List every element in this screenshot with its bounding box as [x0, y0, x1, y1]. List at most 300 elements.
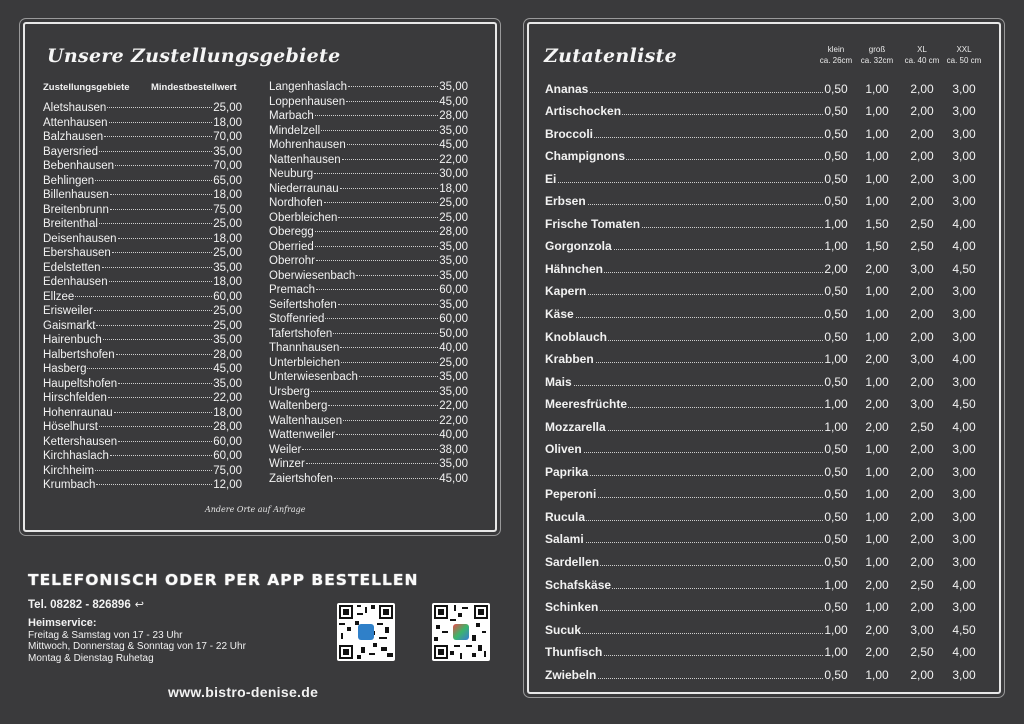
zone-min-order: 28,00 [439, 226, 468, 238]
zone-min-order: 40,00 [439, 342, 468, 354]
ingredient-price: 1,00 [824, 397, 848, 412]
delivery-zone-row [43, 116, 242, 131]
leader-dots [103, 339, 212, 340]
ingredient-price: 2,00 [865, 577, 889, 592]
leader-dots [316, 289, 438, 290]
leader-dots [96, 484, 212, 485]
zone-name: Niederraunau [269, 182, 339, 195]
leader-dots [115, 165, 212, 166]
leader-dots [99, 223, 212, 224]
ingredient-row [545, 234, 985, 257]
leader-dots [342, 159, 439, 160]
ingredient-price: 1,00 [865, 464, 889, 479]
hours-line: Freitag & Samstag von 17 - 23 Uhr [28, 629, 183, 641]
leader-dots [336, 434, 438, 435]
ingredient-name: Artischocken [545, 104, 622, 119]
leader-dots [338, 304, 438, 305]
delivery-zone-row [269, 428, 468, 443]
size-name: XL [917, 45, 927, 54]
ingredient-row [545, 437, 985, 460]
ingredient-price: 3,00 [952, 600, 976, 615]
ingredient-price: 2,50 [910, 239, 934, 254]
zone-min-order: 25,00 [439, 356, 468, 369]
ingredient-price: 2,00 [865, 419, 889, 434]
delivery-zone-row [43, 232, 242, 247]
ingredient-name: Schafskäse [545, 577, 612, 592]
leader-dots [321, 130, 438, 131]
delivery-zone-row [43, 275, 242, 290]
leader-dots [343, 420, 438, 421]
leader-dots [545, 520, 823, 521]
leader-dots [94, 310, 212, 311]
zone-min-order: 45,00 [439, 139, 468, 151]
leader-dots [340, 347, 438, 348]
zone-min-order: 35,00 [439, 269, 468, 282]
column-header-area: Zustellungsgebiete [43, 82, 130, 93]
leader-dots [545, 317, 823, 318]
leader-dots [116, 354, 213, 355]
zone-min-order: 18,00 [213, 116, 242, 129]
zone-min-order: 18,00 [213, 232, 242, 245]
ingredient-name: Sardellen [545, 555, 600, 570]
ingredient-price: 1,00 [824, 352, 848, 367]
ingredient-price: 1,00 [824, 239, 848, 254]
leader-dots [95, 180, 212, 181]
delivery-zone-row [43, 333, 242, 348]
delivery-zone-row [269, 283, 468, 298]
delivery-zone-row [269, 95, 468, 110]
qr-code-android-icon[interactable] [432, 603, 490, 661]
ingredient-price: 1,00 [865, 509, 889, 524]
zone-name: Premach [269, 284, 316, 296]
leader-dots [104, 136, 212, 137]
ingredient-price: 0,50 [824, 600, 848, 615]
ingredient-price: 3,00 [952, 126, 976, 141]
ingredient-price: 4,00 [952, 216, 976, 231]
delivery-zone-row [269, 312, 468, 327]
leader-dots [315, 231, 438, 232]
delivery-zone-row [269, 225, 468, 240]
ingredient-row [545, 166, 985, 189]
ingredient-price: 1,00 [865, 307, 889, 322]
ingredient-price: 0,50 [824, 532, 848, 547]
ingredient-price: 1,00 [865, 329, 889, 344]
delivery-title: Unsere Zustellungsgebiete [47, 45, 341, 67]
ingredient-name: Oliven [545, 442, 582, 457]
delivery-zone-row [269, 399, 468, 414]
ingredient-price: 2,00 [865, 261, 889, 276]
zone-name: Langenhaslach [269, 81, 348, 93]
zone-name: Erisweiler [43, 305, 93, 317]
delivery-zone-list-2 [269, 80, 468, 486]
zone-name: Weiler [269, 443, 302, 456]
delivery-zone-row [269, 124, 468, 139]
delivery-zone-row [43, 130, 242, 145]
zone-name: Krumbach [43, 479, 96, 491]
ingredient-price: 2,00 [910, 374, 934, 389]
size-header [939, 44, 989, 66]
delivery-zone-row [269, 356, 468, 371]
delivery-zone-row [269, 211, 468, 226]
zone-name: Deisenhausen [43, 232, 117, 245]
delivery-zone-row [43, 319, 242, 334]
leader-dots [359, 376, 438, 377]
zone-min-order: 18,00 [439, 182, 468, 195]
ingredient-name: Meeresfrüchte [545, 397, 628, 412]
delivery-zone-row [43, 159, 242, 174]
delivery-zone-row [43, 174, 242, 189]
ingredient-price: 3,00 [952, 667, 976, 682]
delivery-zone-row [269, 167, 468, 182]
leader-dots [334, 478, 438, 479]
ingredient-row [545, 572, 985, 595]
ingredient-price: 1,00 [824, 622, 848, 637]
ingredient-row [545, 99, 985, 122]
zone-min-order: 18,00 [213, 189, 242, 201]
delivery-zone-row [43, 391, 242, 406]
zone-min-order: 35,00 [439, 385, 468, 398]
delivery-zone-row [269, 472, 468, 487]
zone-name: Hairenbuch [43, 334, 102, 346]
delivery-zone-row [269, 414, 468, 429]
zone-min-order: 60,00 [439, 284, 468, 296]
zone-min-order: 25,00 [213, 218, 242, 230]
zone-name: Nattenhausen [269, 153, 341, 166]
ingredient-price: 0,50 [824, 126, 848, 141]
zone-name: Tafertshofen [269, 327, 333, 340]
zone-min-order: 25,00 [213, 102, 242, 114]
zone-min-order: 60,00 [213, 450, 242, 462]
website-link[interactable]: www.bistro-denise.de [168, 684, 319, 700]
ingredient-row [545, 347, 985, 370]
leader-dots [109, 122, 213, 123]
ingredient-name: Krabben [545, 352, 594, 367]
leader-dots [328, 405, 438, 406]
size-name: groß [868, 45, 886, 54]
zone-name: Unterbleichen [269, 356, 340, 369]
ingredient-price: 3,00 [952, 149, 976, 164]
ingredient-price: 3,00 [952, 81, 976, 96]
ingredient-price: 2,00 [865, 645, 889, 660]
ingredient-price: 1,50 [865, 239, 889, 254]
leader-dots [314, 173, 438, 174]
ingredient-price: 3,00 [952, 555, 976, 570]
phone-number[interactable] [28, 598, 144, 611]
leader-dots [545, 633, 823, 634]
ingredient-price: 4,50 [952, 397, 976, 412]
zone-name: Seifertshofen [269, 298, 337, 311]
arrow-icon: ↩ [134, 599, 144, 611]
zone-min-order: 70,00 [213, 131, 242, 143]
leader-dots [302, 449, 438, 450]
leader-dots [110, 194, 212, 195]
delivery-zone-row [269, 443, 468, 458]
app-store-icon [358, 624, 374, 640]
zone-name: Oberrohr [269, 255, 316, 267]
leader-dots [545, 542, 823, 543]
ingredient-row [545, 527, 985, 550]
delivery-zone-row [269, 298, 468, 313]
ingredient-list [545, 76, 985, 685]
ingredient-price: 1,00 [865, 126, 889, 141]
ingredient-price: 0,50 [824, 171, 848, 186]
ingredient-price: 3,00 [952, 284, 976, 299]
delivery-zone-row [43, 145, 242, 160]
zone-name: Billenhausen [43, 189, 109, 201]
ingredient-name: Ei [545, 171, 557, 186]
delivery-zone-row [269, 153, 468, 168]
delivery-zone-row [43, 377, 242, 392]
zone-min-order: 25,00 [439, 211, 468, 224]
ingredient-row [545, 369, 985, 392]
zone-min-order: 35,00 [213, 261, 242, 274]
delivery-zone-row [43, 478, 242, 493]
ingredient-price: 4,00 [952, 645, 976, 660]
delivery-zone-row [43, 290, 242, 305]
size-diameter: ca. 40 cm [904, 56, 940, 65]
zone-name: Haupeltshofen [43, 377, 118, 390]
zone-name: Unterwiesenbach [269, 371, 358, 383]
ingredient-name: Mozzarella [545, 419, 606, 434]
ingredient-price: 2,50 [910, 216, 934, 231]
ingredient-price: 0,50 [824, 149, 848, 164]
play-store-icon [453, 624, 469, 640]
leader-dots [356, 275, 438, 276]
zone-name: Kettershausen [43, 435, 118, 448]
zone-name: Hirschfelden [43, 392, 107, 404]
leader-dots [306, 463, 438, 464]
leader-dots [545, 182, 823, 183]
zone-min-order: 25,00 [213, 319, 242, 332]
zone-name: Breitenbrunn [43, 203, 109, 216]
ingredient-price: 2,00 [910, 104, 934, 119]
zone-name: Aletshausen [43, 102, 107, 114]
zone-name: Zaiertshofen [269, 472, 333, 485]
zone-min-order: 35,00 [439, 255, 468, 267]
zone-min-order: 35,00 [213, 334, 242, 346]
ingredient-name: Thunfisch [545, 645, 603, 660]
leader-dots [107, 107, 212, 108]
leader-dots [348, 86, 438, 87]
ingredient-name: Rucula [545, 509, 586, 524]
ingredient-price: 0,50 [824, 307, 848, 322]
ingredient-price: 0,50 [824, 464, 848, 479]
ingredient-name: Ananas [545, 81, 589, 96]
leader-dots [324, 202, 439, 203]
zone-min-order: 45,00 [439, 472, 468, 485]
leader-dots [118, 383, 212, 384]
ingredient-price: 2,50 [910, 577, 934, 592]
delivery-zone-row [269, 385, 468, 400]
ingredient-price: 1,00 [824, 577, 848, 592]
ingredient-price: 3,00 [910, 622, 934, 637]
zone-min-order: 18,00 [213, 276, 242, 288]
delivery-zone-row [269, 269, 468, 284]
delivery-zone-row [269, 196, 468, 211]
zone-name: Gaismarkt [43, 319, 96, 332]
zone-name: Oberwiesenbach [269, 269, 356, 282]
zone-min-order: 35,00 [439, 458, 468, 470]
zone-name: Loppenhausen [269, 95, 346, 108]
ingredient-price: 3,00 [952, 307, 976, 322]
delivery-zone-row [43, 420, 242, 435]
ingredient-price: 3,00 [952, 509, 976, 524]
ingredient-price: 3,00 [952, 464, 976, 479]
zone-name: Waltenhausen [269, 414, 343, 427]
zone-name: Oberbleichen [269, 211, 338, 224]
delivery-zone-row [269, 370, 468, 385]
qr-code-ios-icon[interactable] [337, 603, 395, 661]
zone-min-order: 12,00 [213, 479, 242, 491]
ingredient-price: 3,00 [952, 171, 976, 186]
delivery-zone-row [43, 449, 242, 464]
ingredient-row [545, 549, 985, 572]
ingredient-price: 2,00 [910, 555, 934, 570]
ingredient-price: 2,00 [865, 397, 889, 412]
delivery-zone-row [269, 240, 468, 255]
zone-min-order: 35,00 [439, 124, 468, 137]
ingredient-row [545, 414, 985, 437]
ingredient-name: Erbsen [545, 194, 586, 209]
size-diameter: ca. 26cm [819, 56, 853, 65]
ingredient-price: 2,00 [910, 442, 934, 457]
delivery-zone-row [43, 188, 242, 203]
delivery-zone-row [43, 246, 242, 261]
ingredient-name: Sucuk [545, 622, 582, 637]
delivery-zone-row [269, 138, 468, 153]
ingredient-name: Hähnchen [545, 261, 604, 276]
zone-min-order: 70,00 [213, 160, 242, 172]
ingredient-price: 4,00 [952, 419, 976, 434]
ingredient-name: Knoblauch [545, 329, 607, 344]
ingredient-price: 2,50 [910, 645, 934, 660]
zone-min-order: 40,00 [439, 429, 468, 441]
delivery-zone-row [43, 435, 242, 450]
leader-dots [333, 333, 438, 334]
zone-min-order: 30,00 [439, 168, 468, 180]
zone-name: Bayersried [43, 145, 98, 158]
leader-dots [545, 452, 823, 453]
leader-dots [338, 217, 438, 218]
zone-name: Waltenberg [269, 400, 328, 412]
ingredient-name: Schinken [545, 600, 599, 615]
delivery-zone-row [269, 327, 468, 342]
zone-name: Wattenweiler [269, 429, 336, 441]
ingredient-price: 3,00 [952, 442, 976, 457]
ingredient-name: Peperoni [545, 487, 597, 502]
ingredient-row [545, 392, 985, 415]
zone-name: Behlingen [43, 174, 95, 187]
leader-dots [99, 426, 212, 427]
delivery-zone-row [269, 182, 468, 197]
ingredient-price: 2,00 [910, 149, 934, 164]
ingredient-price: 1,00 [865, 81, 889, 96]
ingredient-price: 2,00 [910, 600, 934, 615]
ingredient-price: 1,00 [865, 194, 889, 209]
leader-dots [315, 246, 438, 247]
zone-min-order: 25,00 [439, 197, 468, 209]
ingredient-price: 1,00 [865, 600, 889, 615]
ingredient-name: Gorgonzola [545, 239, 612, 254]
size-diameter: ca. 32cm [860, 56, 894, 65]
zone-name: Halbertshofen [43, 348, 115, 361]
zone-name: Mohrenhausen [269, 139, 346, 151]
delivery-zone-row [43, 362, 242, 377]
hours-line: Montag & Dienstag Ruhetag [28, 652, 154, 664]
ingredient-price: 2,00 [910, 487, 934, 502]
ingredient-price: 2,00 [910, 667, 934, 682]
zone-name: Bebenhausen [43, 160, 114, 172]
leader-dots [110, 209, 212, 210]
zone-min-order: 50,00 [439, 327, 468, 340]
ingredient-price: 1,00 [865, 532, 889, 547]
home-service-info [28, 618, 246, 664]
ingredient-row [545, 324, 985, 347]
ingredient-price: 1,00 [824, 419, 848, 434]
zone-min-order: 22,00 [439, 153, 468, 166]
leader-dots [545, 385, 823, 386]
leader-dots [109, 281, 213, 282]
ingredient-name: Frische Tomaten [545, 216, 641, 231]
ingredient-price: 2,00 [910, 307, 934, 322]
zone-name: Edenhausen [43, 276, 108, 288]
zone-name: Neuburg [269, 168, 314, 180]
ingredient-name: Broccoli [545, 126, 594, 141]
zone-min-order: 75,00 [213, 464, 242, 477]
leader-dots [315, 115, 438, 116]
zone-name: Kirchhaslach [43, 450, 109, 462]
ingredients-title: Zutatenliste [544, 45, 678, 67]
zone-min-order: 60,00 [439, 313, 468, 325]
ingredient-price: 2,00 [910, 509, 934, 524]
zone-min-order: 35,00 [439, 81, 468, 93]
zone-name: Hasberg [43, 363, 87, 375]
phone-text: Tel. 08282 - 826896 [28, 599, 131, 611]
delivery-zone-row [43, 261, 242, 276]
ingredient-price: 2,00 [824, 261, 848, 276]
zone-name: Oberried [269, 240, 314, 253]
ingredient-price: 2,00 [865, 352, 889, 367]
leader-dots [341, 362, 438, 363]
ingredient-row [545, 121, 985, 144]
leader-dots [311, 391, 438, 392]
zone-name: Edelstetten [43, 261, 101, 274]
leader-dots [346, 101, 438, 102]
zone-min-order: 60,00 [213, 290, 242, 303]
leader-dots [114, 412, 213, 413]
zone-name: Winzer [269, 458, 305, 470]
ingredient-price: 3,00 [952, 532, 976, 547]
zone-name: Ebershausen [43, 247, 111, 259]
zone-min-order: 65,00 [213, 174, 242, 187]
ingredient-price: 2,00 [910, 81, 934, 96]
ingredient-price: 0,50 [824, 374, 848, 389]
ingredient-price: 0,50 [824, 487, 848, 502]
zone-min-order: 35,00 [439, 298, 468, 311]
ingredient-price: 1,00 [865, 149, 889, 164]
ingredient-price: 2,00 [910, 284, 934, 299]
zone-min-order: 22,00 [213, 392, 242, 404]
ingredient-price: 0,50 [824, 509, 848, 524]
zone-name: Kirchheim [43, 464, 95, 477]
ingredient-row [545, 482, 985, 505]
ingredient-price: 2,50 [910, 419, 934, 434]
home-service-heading: Heimservice: [28, 617, 97, 629]
zone-min-order: 60,00 [213, 435, 242, 448]
ingredient-price: 1,00 [865, 374, 889, 389]
ingredient-row [545, 662, 985, 685]
zone-min-order: 18,00 [213, 406, 242, 419]
